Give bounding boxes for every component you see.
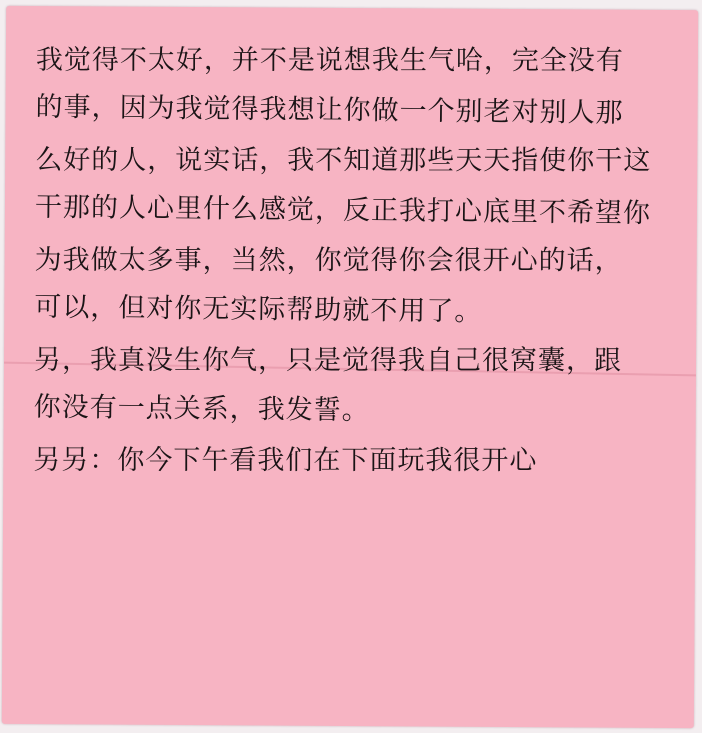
message-line-8: 你没有一点关系，我发誓。 [33, 391, 370, 427]
message-line-9: 另另：你今下午看我们在下面玩我很开心 [33, 444, 538, 477]
message-line-5: 为我做太多事，当然，你觉得你会很开心的话， [34, 244, 623, 277]
message-line-6: 可以，但对你无实际帮助就不用了。 [34, 291, 483, 328]
message-line-1: 我觉得不太好，并不是说想我生气哈，完全没有 [35, 44, 624, 77]
message-line-4: 干那的人心里什么感觉，反正我打心底里不希望你 [34, 191, 652, 230]
handwritten-message [33, 34, 676, 488]
sticky-note [2, 6, 698, 728]
message-line-2: 的事，因为我觉得我想让你做一个别老对别人那 [35, 91, 624, 129]
message-line-7: 另，我真没生你气，只是觉得我自己很窝囊，跟 [34, 344, 623, 377]
message-line-3: 么好的人，说实话，我不知道那些天天指使你干这 [35, 144, 652, 177]
